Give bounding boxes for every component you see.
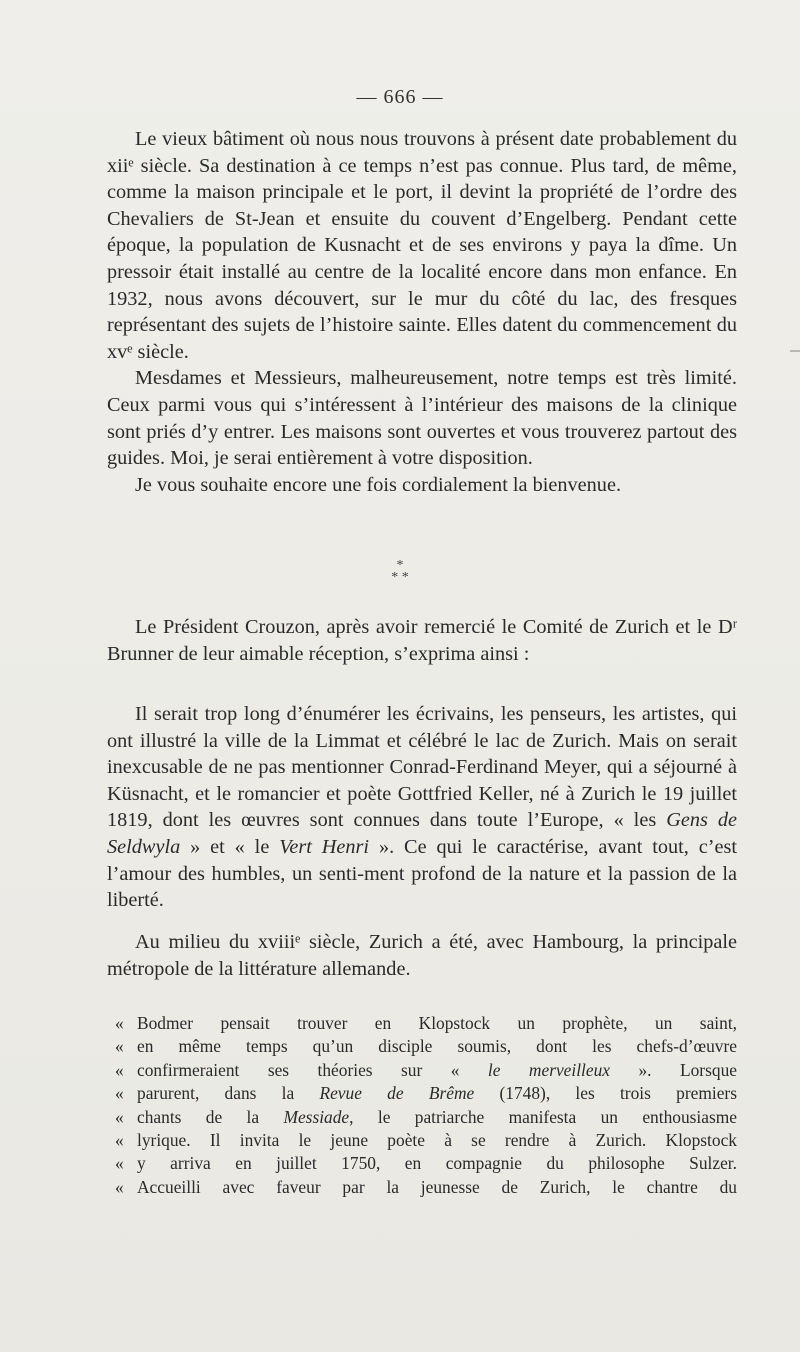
quote-line [115,1129,737,1152]
section-separator [0,560,800,584]
writers-text-2: » et « le [180,835,280,858]
quote-line-text [137,1106,737,1129]
quote-fragment: parurent, dans la [137,1083,320,1104]
paragraph-welcome: Je vous souhaite encore une fois cordialement la bienvenue. [135,473,622,496]
metropole-section [107,929,737,982]
quote-mark: « [115,1083,124,1104]
quote-mark: « [115,1153,124,1174]
quote-italic-revue: Revue de Brême [319,1083,475,1104]
scan-edge-mark [790,350,800,352]
quote-line [115,1059,737,1082]
quote-line-text: y arriva en juillet 1750, en compagnie du philosophe Sulzer. [137,1153,737,1174]
quote-fragment: chants de la [137,1106,284,1127]
paragraph-history: Le vieux bâtiment où nous nous trouvons à présent date probablement du xiiᵉ siècle. Sa destination à ce temps n’est pas connue. Plus tard, de même, comme la maison principale et le port, il devint la propriété de l’ordre des Chevaliers de St-Jean et ensuite du couvent d’Engelberg. Pendant cette époque, la population de Kusnacht et de ses environs y paya la dîme. Un pressoir était installé au centre de la localité encore dans mon enfance. En 1932, nous avons découvert, sur le mur du côté du lac, des fresques représentant des sujets de l’histoire sainte. Elles datent du commencement du xvᵉ siècle. [107,128,737,363]
quote-italic-messiade: Messiade [283,1106,350,1127]
quote-fragment: ». Lorsque [610,1059,737,1080]
quotation [115,1012,737,1199]
page-number: — 666 — [356,86,444,108]
book-title-vert-henri: Vert Henri [279,835,370,858]
quote-mark: « [115,1036,124,1057]
opening-section [107,126,737,498]
quote-line [115,1176,737,1199]
quote-line-text: en même temps qu’un disciple soumis, dont les chefs-d’œuvre [137,1036,737,1057]
quote-line-text [137,1082,737,1105]
quote-fragment: , le patriarche manifesta un enthousiasme [349,1106,737,1127]
quote-mark: « [115,1130,124,1151]
quote-line-text: Accueilli avec faveur par la jeunesse de Zurich, le chantre du [137,1176,737,1197]
quote-italic-merveilleux: le merveilleux [487,1059,611,1080]
book-title-seldwyla: Gens de Seldwyla [107,809,737,858]
writers-text-3: ». Ce qui le caractérise, avant tout, c’est l’amour des humbles, un senti-ment profond de la nature et la passion de la liberté. [107,835,738,912]
paragraph-metropole: Au milieu du xviiiᵉ siècle, Zurich a été, avec Hambourg, la principale métropole de la littérature allemande. [107,931,737,980]
quote-mark: « [115,1176,124,1197]
paragraph-visit-info: Mesdames et Messieurs, malheureusement, notre temps est très limité. Ceux parmi vous qui s’intéressent à l’intérieur des maisons de la clinique sont priés d’y entrer. Les maisons sont ouvertes et vous trouverez partout des guides. Moi, je serai entièrement à votre disposition. [107,367,737,470]
president-intro [107,614,737,667]
quote-line-text [137,1059,737,1082]
writers-section [107,701,737,914]
quote-line-text: lyrique. Il invita le jeune poète à se rendre à Zurich. Klopstock [137,1130,737,1151]
quote-line [115,1106,737,1129]
separator-stars-bottom: * * [391,570,409,585]
quote-mark: « [115,1106,124,1127]
paragraph-president: Le Président Crouzon, après avoir remercié le Comité de Zurich et le Dʳ Brunner de leur aimable réception, s’exprima ainsi : [107,616,737,665]
quote-mark: « [115,1059,124,1080]
quote-fragment: confirmeraient ses théories sur « [137,1059,488,1080]
separator-star-top: * [396,558,404,573]
writers-text-1: Il serait trop long d’énumérer les écrivains, les penseurs, les artistes, qui ont illustré la ville de la Limmat et célébré le lac de Zurich. Mais on serait inexcusable de ne pas mentionner Conrad-Ferdinand Meyer, qui a séjourné à Küsnacht, et le romancier et poète Gottfried Keller, né à Zurich le 19 juillet 1819, dont les œuvres sont connues dans toute l’Europe, « les [107,703,737,832]
quote-line [115,1082,737,1105]
paragraph-writers [107,701,737,914]
quote-line-text: Bodmer pensait trouver en Klopstock un prophète, un saint, [137,1013,737,1033]
quote-mark: « [115,1013,124,1033]
quote-line [115,1035,737,1058]
quote-line [115,1012,737,1035]
quote-fragment: (1748), les trois premiers [474,1083,737,1104]
quote-line [115,1152,737,1175]
